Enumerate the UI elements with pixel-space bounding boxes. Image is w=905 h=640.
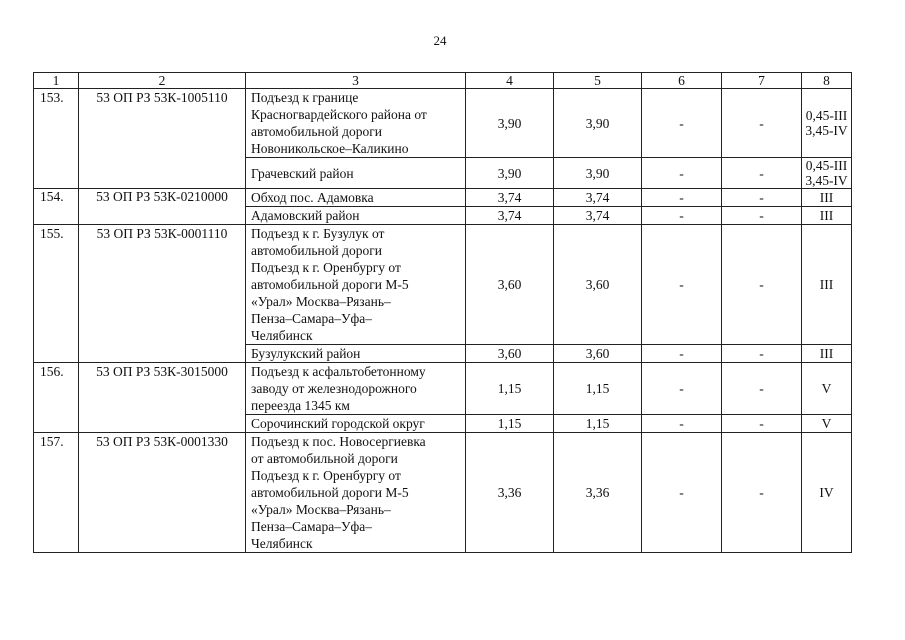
road-name-cell (246, 158, 466, 189)
road-name-cell-line: Пенза–Самара–Уфа– (251, 519, 373, 534)
row-number-cell: 153. (34, 89, 79, 189)
road-name-cell-line: «Урал» Москва–Рязань– (251, 502, 391, 517)
road-name-cell-line: Сорочинский городской округ (251, 415, 425, 431)
header-cell: 2 (79, 73, 246, 89)
category-cell (802, 189, 852, 207)
col7-cell: - (722, 345, 802, 363)
category-cell-line: III (819, 189, 834, 205)
road-code-cell: 53 ОП РЗ 53К-0001330 (79, 433, 246, 553)
col6-cell: - (642, 415, 722, 433)
col6-cell: - (642, 207, 722, 225)
table-row (34, 89, 852, 158)
col5-cell: 3,74 (554, 207, 642, 225)
table-row (34, 225, 852, 345)
col5-cell: 3,90 (554, 89, 642, 158)
col4-cell: 3,60 (466, 225, 554, 345)
row-number-cell: 157. (34, 433, 79, 553)
col6-cell: - (642, 345, 722, 363)
category-cell-line: IV (819, 485, 834, 500)
col6-cell: - (642, 433, 722, 553)
road-name-cell (246, 225, 466, 345)
col5-cell: 3,60 (554, 345, 642, 363)
road-name-cell-line: Челябинск (251, 328, 313, 343)
road-name-cell (246, 207, 466, 225)
col7-cell: - (722, 89, 802, 158)
category-cell-line: III (819, 207, 834, 223)
table-row (34, 189, 852, 207)
col4-cell: 3,36 (466, 433, 554, 553)
col6-cell: - (642, 363, 722, 415)
col6-cell: - (642, 89, 722, 158)
category-cell (802, 89, 852, 158)
col7-cell: - (722, 158, 802, 189)
road-name-cell-line: переезда 1345 км (251, 398, 350, 413)
road-name-cell-line: автомобильной дороги М-5 (251, 485, 409, 500)
col4-cell: 3,74 (466, 207, 554, 225)
col5-cell: 3,60 (554, 225, 642, 345)
road-code-cell: 53 ОП РЗ 53К-0001110 (79, 225, 246, 363)
col6-cell: - (642, 225, 722, 345)
road-name-cell-line: Грачевский район (251, 165, 354, 181)
row-number-cell: 154. (34, 189, 79, 225)
col5-cell: 3,36 (554, 433, 642, 553)
road-name-cell-line: Подъезд к г. Бузулук от (251, 226, 385, 241)
road-code-cell: 53 ОП РЗ 53К-0210000 (79, 189, 246, 225)
header-cell: 5 (554, 73, 642, 89)
col5-cell: 1,15 (554, 363, 642, 415)
road-name-cell-line: Подъезд к г. Оренбургу от (251, 260, 401, 275)
road-code-cell: 53 ОП РЗ 53К-1005110 (79, 89, 246, 189)
road-name-cell-line: Бузулукский район (251, 345, 361, 361)
col7-cell: - (722, 363, 802, 415)
road-name-cell-line: автомобильной дороги (251, 124, 382, 139)
col5-cell: 3,90 (554, 158, 642, 189)
table-body (34, 89, 852, 553)
category-cell-line: 0,45-III (805, 108, 848, 123)
road-name-cell (246, 345, 466, 363)
col4-cell: 3,90 (466, 158, 554, 189)
road-name-cell-line: заводу от железнодорожного (251, 381, 417, 396)
road-name-cell (246, 363, 466, 415)
page-number: 24 (433, 33, 447, 48)
col6-cell: - (642, 189, 722, 207)
road-name-cell-line: Подъезд к пос. Новосергиевка (251, 434, 426, 449)
category-cell-line: V (821, 381, 832, 396)
category-cell-line: III (819, 277, 834, 292)
road-name-cell-line: Пенза–Самара–Уфа– (251, 311, 373, 326)
header-cell: 4 (466, 73, 554, 89)
col7-cell: - (722, 189, 802, 207)
table-header (34, 73, 852, 89)
road-name-cell (246, 89, 466, 158)
header-cell: 7 (722, 73, 802, 89)
category-cell-line: 3,45-IV (805, 123, 848, 138)
category-cell (802, 345, 852, 363)
road-name-cell-line: от автомобильной дороги (251, 451, 398, 466)
category-cell-line: 3,45-IV (805, 173, 848, 188)
roads-table (33, 72, 852, 553)
row-number-cell: 155. (34, 225, 79, 363)
col4-cell: 3,90 (466, 89, 554, 158)
category-cell (802, 225, 852, 345)
col7-cell: - (722, 207, 802, 225)
header-cell: 3 (246, 73, 466, 89)
road-name-cell-line: «Урал» Москва–Рязань– (251, 294, 391, 309)
table-row (34, 433, 852, 553)
col7-cell: - (722, 415, 802, 433)
col4-cell: 1,15 (466, 415, 554, 433)
road-name-cell-line: Адамовский район (251, 207, 360, 223)
category-cell (802, 415, 852, 433)
header-row (34, 73, 852, 89)
road-name-cell (246, 189, 466, 207)
col5-cell: 3,74 (554, 189, 642, 207)
category-cell (802, 433, 852, 553)
category-cell-line: V (821, 415, 832, 431)
road-name-cell-line: Челябинск (251, 536, 313, 551)
road-name-cell-line: Обход пос. Адамовка (251, 189, 374, 205)
col4-cell: 3,74 (466, 189, 554, 207)
row-number-cell: 156. (34, 363, 79, 433)
table-row (34, 363, 852, 415)
road-name-cell-line: Подъезд к границе (251, 90, 359, 105)
road-name-cell-line: Подъезд к асфальтобетонному (251, 364, 426, 379)
category-cell-line: III (819, 345, 834, 361)
header-cell: 1 (34, 73, 79, 89)
road-name-cell (246, 415, 466, 433)
road-name-cell-line: Подъезд к г. Оренбургу от (251, 468, 401, 483)
road-name-cell-line: автомобильной дороги (251, 243, 382, 258)
road-code-cell: 53 ОП РЗ 53К-3015000 (79, 363, 246, 433)
col5-cell: 1,15 (554, 415, 642, 433)
category-cell (802, 363, 852, 415)
category-cell-line: 0,45-III (805, 158, 848, 173)
category-cell (802, 158, 852, 189)
col6-cell: - (642, 158, 722, 189)
road-name-cell-line: автомобильной дороги М-5 (251, 277, 409, 292)
col7-cell: - (722, 433, 802, 553)
header-cell: 8 (802, 73, 852, 89)
category-cell (802, 207, 852, 225)
col4-cell: 1,15 (466, 363, 554, 415)
road-name-cell-line: Красногвардейского района от (251, 107, 427, 122)
col4-cell: 3,60 (466, 345, 554, 363)
road-name-cell (246, 433, 466, 553)
col7-cell: - (722, 225, 802, 345)
road-name-cell-line: Новоникольское–Каликино (251, 141, 409, 156)
header-cell: 6 (642, 73, 722, 89)
